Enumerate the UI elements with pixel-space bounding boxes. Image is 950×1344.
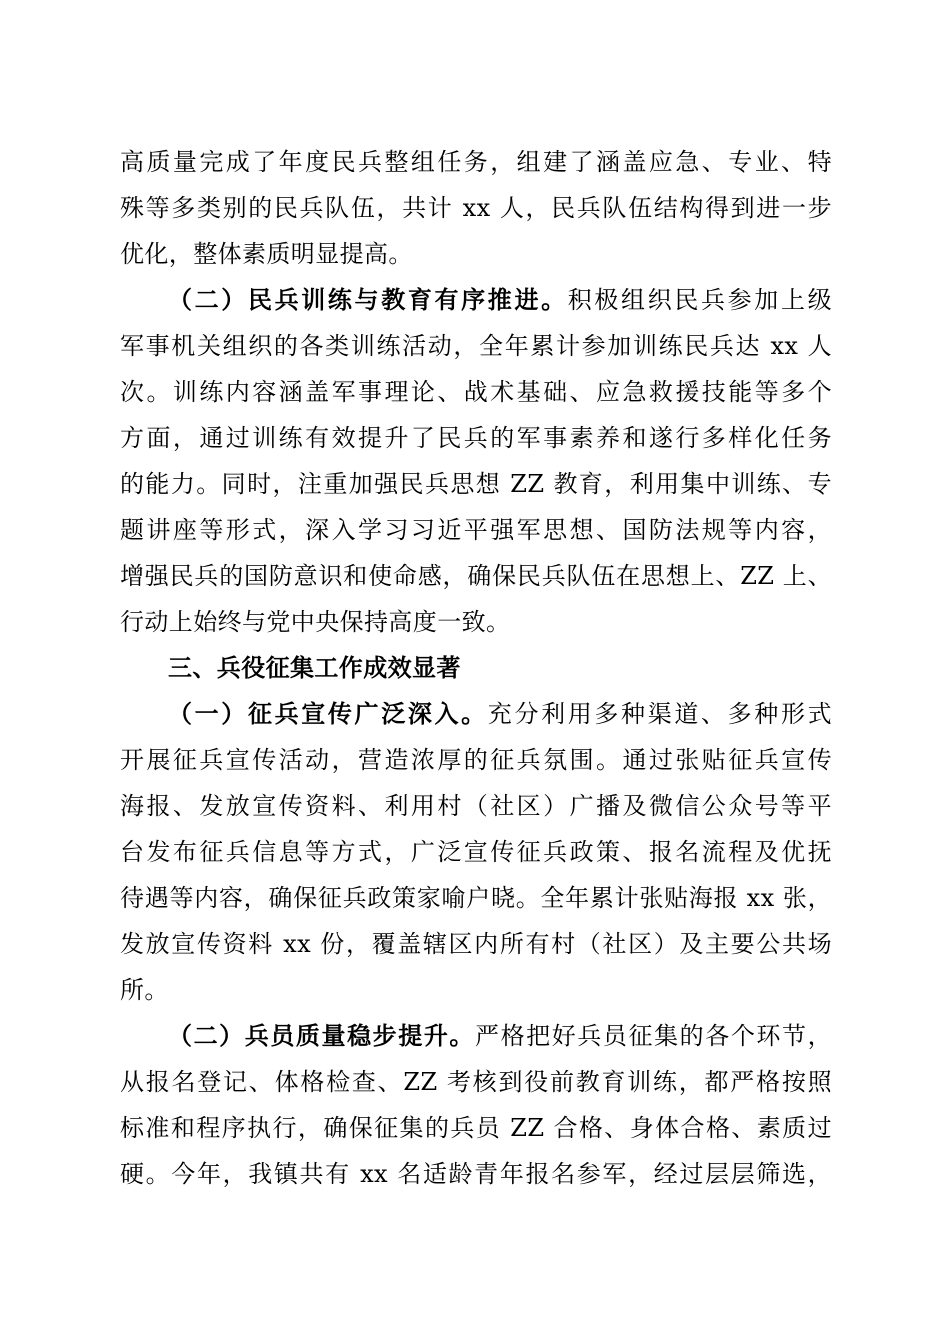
line-text: 方面，通过训练有效提升了民兵的军事素养和遂行多样化任务 bbox=[120, 424, 832, 452]
line-text: 增强民兵的国防意识和使命感，确保民兵队伍在思想上、ZZ 上、 bbox=[120, 562, 832, 590]
line-text: 发放宣传资料 xx 份，覆盖辖区内所有村（社区）及主要公共场 bbox=[120, 930, 832, 958]
body-line-6 bbox=[120, 374, 832, 410]
body-line-21 bbox=[120, 1064, 832, 1100]
line-text: 殊等多类别的民兵队伍，共计 xx 人，民兵队伍结构得到进一步 bbox=[120, 194, 832, 222]
line-text: 优化，整体素质明显提高。 bbox=[120, 240, 413, 268]
subheading-recruit-publicity: （一）征兵宣传广泛深入。 bbox=[168, 699, 488, 728]
line-text: 军事机关组织的各类训练活动，全年累计参加训练民兵达 xx 人 bbox=[120, 332, 832, 360]
paragraph-militia-training-first-line bbox=[168, 282, 832, 318]
body-line-7 bbox=[120, 420, 832, 456]
line-text: 开展征兵宣传活动，营造浓厚的征兵氛围。通过张贴征兵宣传 bbox=[120, 746, 832, 774]
line-text: 严格把好兵员征集的各个环节， bbox=[475, 1022, 832, 1050]
body-line-22 bbox=[120, 1110, 832, 1146]
paragraph-recruit-quality-first-line bbox=[168, 1018, 832, 1054]
body-line-9 bbox=[120, 512, 832, 548]
body-line-14 bbox=[120, 742, 832, 778]
subheading-militia-training: （二）民兵训练与教育有序推进。 bbox=[168, 285, 568, 314]
line-text: 充分利用多种渠道、多种形式 bbox=[487, 700, 832, 728]
body-line-5 bbox=[120, 328, 832, 364]
line-text: 待遇等内容，确保征兵政策家喻户晓。全年累计张贴海报 xx 张， bbox=[120, 884, 832, 912]
line-text: 高质量完成了年度民兵整组任务，组建了涵盖应急、专业、特 bbox=[120, 148, 832, 176]
body-line-10 bbox=[120, 558, 832, 594]
body-line-17 bbox=[120, 880, 832, 916]
line-text: 从报名登记、体格检查、ZZ 考核到役前教育训练，都严格按照 bbox=[120, 1068, 832, 1096]
line-text: 标准和程序执行，确保征集的兵员 ZZ 合格、身体合格、素质过 bbox=[120, 1114, 832, 1142]
line-text: 积极组织民兵参加上级 bbox=[567, 286, 832, 314]
section-heading-recruitment bbox=[168, 650, 832, 686]
line-text: 次。训练内容涵盖军事理论、战术基础、应急救援技能等多个 bbox=[120, 378, 832, 406]
line-text: 硬。今年，我镇共有 xx 名适龄青年报名参军，经过层层筛选， bbox=[120, 1160, 832, 1188]
line-text: 的能力。同时，注重加强民兵思想 ZZ 教育，利用集中训练、专 bbox=[120, 470, 832, 498]
line-text: 台发布征兵信息等方式，广泛宣传征兵政策、报名流程及优抚 bbox=[120, 838, 832, 866]
body-line-2 bbox=[120, 190, 832, 226]
body-line-3 bbox=[120, 236, 832, 272]
body-line-11 bbox=[120, 604, 832, 640]
body-line-15 bbox=[120, 788, 832, 824]
line-text: 行动上始终与党中央保持高度一致。 bbox=[120, 608, 511, 636]
body-line-23 bbox=[120, 1156, 832, 1192]
body-line-19 bbox=[120, 972, 832, 1008]
body-line-18 bbox=[120, 926, 832, 962]
body-line-16 bbox=[120, 834, 832, 870]
paragraph-recruit-publicity-first-line bbox=[168, 696, 832, 732]
heading-text: 三、兵役征集工作成效显著 bbox=[168, 654, 461, 682]
line-text: 海报、发放宣传资料、利用村（社区）广播及微信公众号等平 bbox=[120, 792, 832, 820]
body-line-1 bbox=[120, 144, 832, 180]
line-text: 所。 bbox=[120, 976, 169, 1004]
body-line-8 bbox=[120, 466, 832, 502]
subheading-recruit-quality: （二）兵员质量稳步提升。 bbox=[168, 1021, 475, 1050]
line-text: 题讲座等形式，深入学习习近平强军思想、国防法规等内容， bbox=[120, 516, 832, 544]
